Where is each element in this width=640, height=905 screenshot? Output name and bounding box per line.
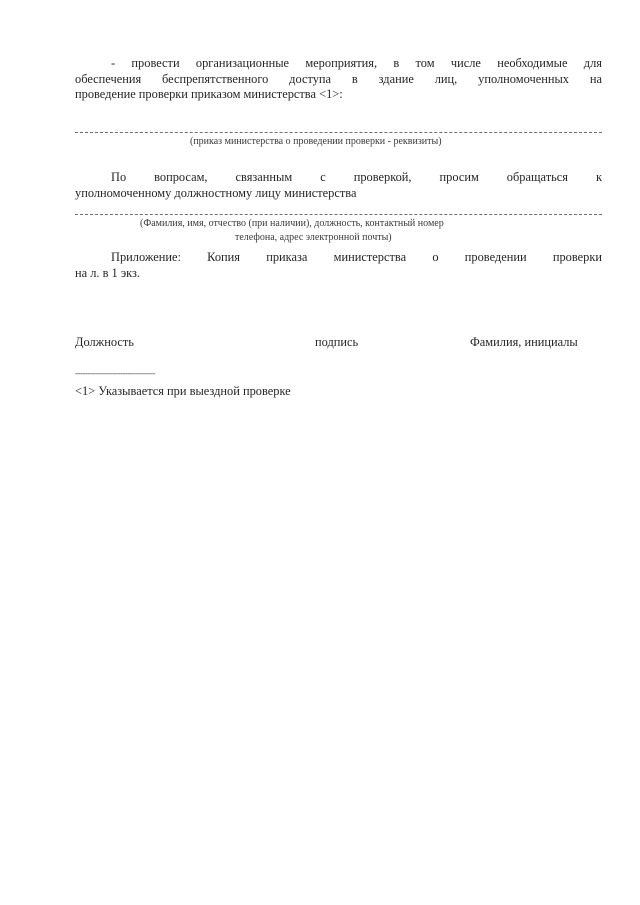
- paragraph-organizational-measures: [75, 56, 602, 103]
- paragraph1-line2: обеспечения беспрепятственного доступа в здание лиц, уполномоченных на: [75, 71, 602, 86]
- paragraph2-line2: уполномоченному должностному лицу министерства: [75, 185, 357, 200]
- official-details-line: [75, 214, 602, 215]
- paragraph-contact-official: [75, 170, 602, 201]
- attachment-paragraph: [75, 250, 602, 281]
- official-caption-line2: телефона, адрес электронной почты): [235, 232, 392, 243]
- attachment-line2: на л. в 1 экз.: [75, 265, 141, 280]
- order-details-line: [75, 132, 602, 133]
- paragraph1-line1: - провести организационные мероприятия, в том числе необходимые для: [111, 56, 602, 70]
- official-caption-line1: (Фамилия, имя, отчество (при наличии), должность, контактный номер: [140, 218, 444, 229]
- paragraph2-line1: По вопросам, связанным с проверкой, просим обращаться к: [111, 170, 602, 184]
- signature-sign-label: подпись: [315, 335, 359, 349]
- paragraph1-line3: проведение проверки приказом министерства <1>:: [75, 87, 343, 101]
- attachment-line1: Приложение: Копия приказа министерства о проведении проверки: [111, 250, 602, 264]
- footnote-separator: --------------------------------: [75, 368, 155, 378]
- signature-position-label: Должность: [75, 335, 134, 349]
- signature-name-label: Фамилия, инициалы: [470, 335, 578, 349]
- order-details-caption: (приказ министерства о проведении проверки - реквизиты): [190, 136, 442, 147]
- footnote-text: <1> Указывается при выездной проверке: [75, 384, 291, 398]
